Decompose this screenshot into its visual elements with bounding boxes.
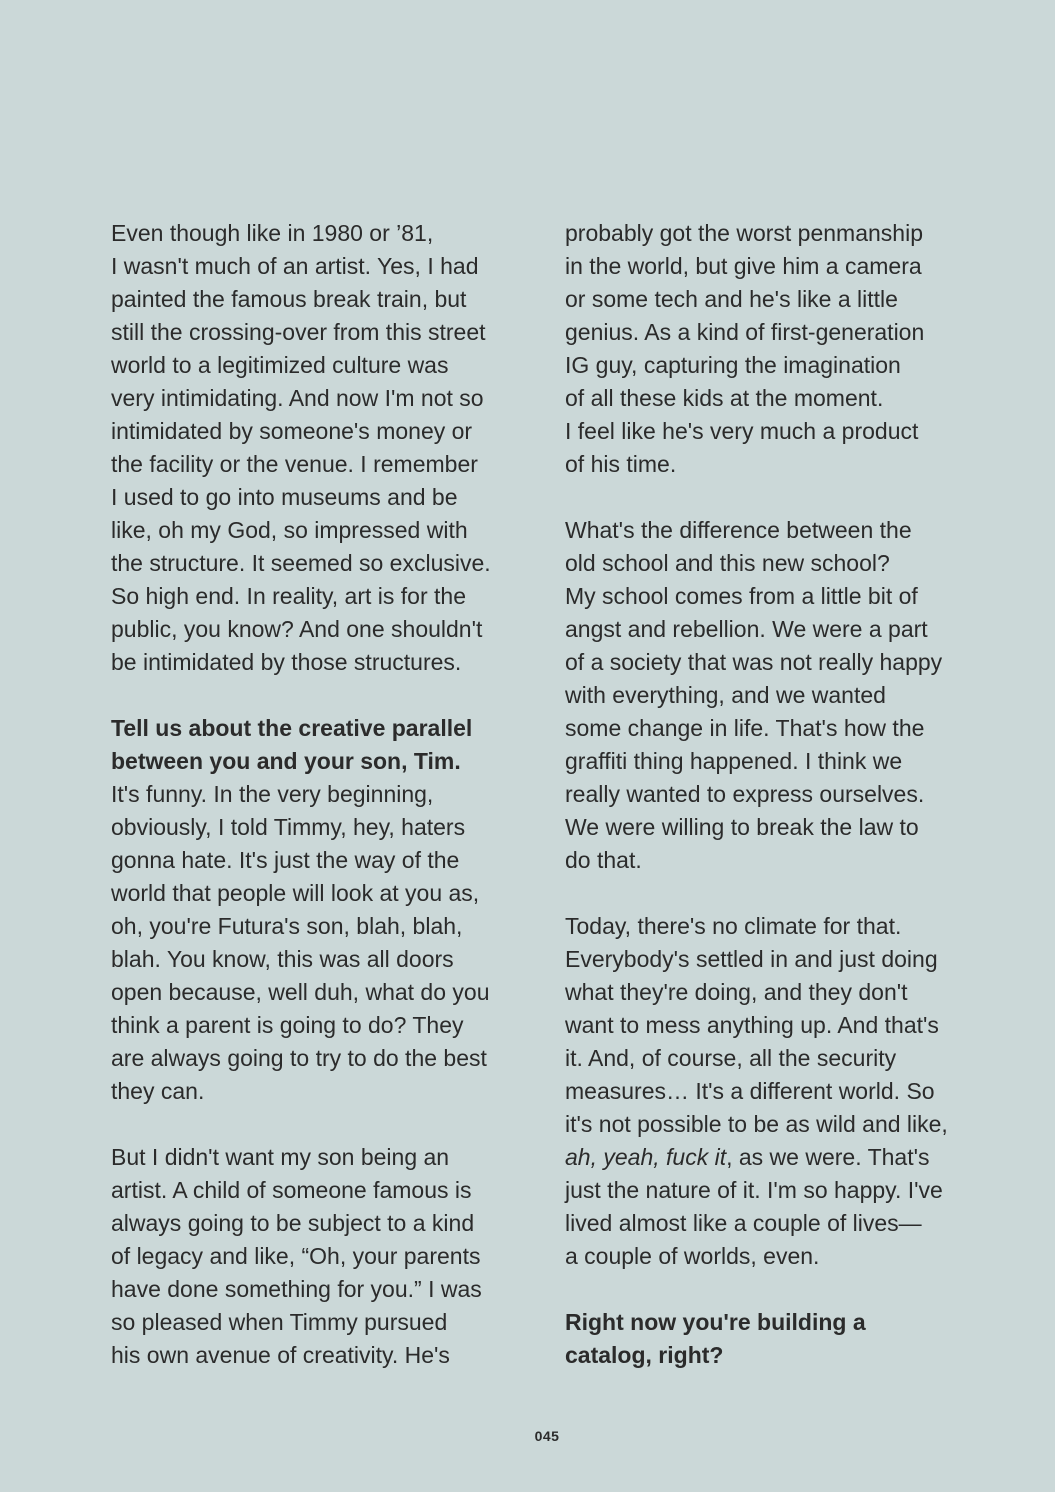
- text-line: it. And, of course, all the security: [565, 1045, 897, 1071]
- paragraph: [111, 217, 541, 679]
- text-line: oh, you're Futura's son, blah, blah,: [111, 913, 463, 939]
- text-line: open because, well duh, what do you: [111, 979, 490, 1005]
- paragraph: [565, 910, 1005, 1273]
- text-line: just the nature of it. I'm so happy. I've: [565, 1177, 943, 1203]
- text-line: the structure. It seemed so exclusive.: [111, 550, 491, 576]
- text-line: what they're doing, and they don't: [565, 979, 908, 1005]
- text-line: some change in life. That's how the: [565, 715, 925, 741]
- text-line: gonna hate. It's just the way of the: [111, 847, 460, 873]
- paragraph: [111, 712, 541, 1108]
- paragraph: [111, 1141, 541, 1372]
- text-line: [565, 1141, 1005, 1174]
- text-line: Everybody's settled in and just doing: [565, 946, 938, 972]
- text-line: public, you know? And one shouldn't: [111, 616, 483, 642]
- text-line: So high end. In reality, art is for the: [111, 583, 466, 609]
- text-line: or some tech and he's like a little: [565, 286, 898, 312]
- text-line: of a society that was not really happy: [565, 649, 943, 675]
- question-line: What's the difference between the: [565, 517, 912, 543]
- text-line: My school comes from a little bit of: [565, 583, 918, 609]
- text-line: with everything, and we wanted: [565, 682, 886, 708]
- text-line: obviously, I told Timmy, hey, haters: [111, 814, 466, 840]
- text-line: world that people will look at you as,: [111, 880, 480, 906]
- paragraph: [565, 217, 1005, 481]
- text-line: they can.: [111, 1078, 205, 1104]
- left-column: [111, 217, 541, 1405]
- text-run: , as we were. That's: [726, 1144, 930, 1170]
- text-line: Today, there's no climate for that.: [565, 913, 902, 939]
- text-line: really wanted to express ourselves.: [565, 781, 925, 807]
- text-line: always going to be subject to a kind: [111, 1210, 475, 1236]
- text-line: still the crossing-over from this street: [111, 319, 486, 345]
- text-line: But I didn't want my son being an: [111, 1144, 450, 1170]
- text-line: We were willing to break the law to: [565, 814, 919, 840]
- text-line: so pleased when Timmy pursued: [111, 1309, 448, 1335]
- text-line: of all these kids at the moment.: [565, 385, 884, 411]
- text-line: of legacy and like, “Oh, your parents: [111, 1243, 481, 1269]
- text-line: his own avenue of creativity. He's: [111, 1342, 450, 1368]
- page-number: 045: [534, 1428, 560, 1444]
- text-line: the facility or the venue. I remember: [111, 451, 478, 477]
- text-line: Even though like in 1980 or ’81,: [111, 220, 434, 246]
- question-line: catalog, right?: [565, 1342, 724, 1368]
- text-line: like, oh my God, so impressed with: [111, 517, 468, 543]
- text-line: of his time.: [565, 451, 677, 477]
- text-line: intimidated by someone's money or: [111, 418, 473, 444]
- text-line: graffiti thing happened. I think we: [565, 748, 903, 774]
- text-line: blah. You know, this was all doors: [111, 946, 454, 972]
- text-line: probably got the worst penmanship: [565, 220, 923, 246]
- text-line: a couple of worlds, even.: [565, 1243, 820, 1269]
- text-line: want to mess anything up. And that's: [565, 1012, 939, 1038]
- text-line: it's not possible to be as wild and like,: [565, 1111, 948, 1137]
- paragraph: [565, 1306, 1005, 1372]
- text-line: have done something for you.” I was: [111, 1276, 482, 1302]
- text-line: be intimidated by those structures.: [111, 649, 462, 675]
- text-line: world to a legitimized culture was: [111, 352, 449, 378]
- text-line: I wasn't much of an artist. Yes, I had: [111, 253, 479, 279]
- text-line: artist. A child of someone famous is: [111, 1177, 472, 1203]
- text-line: very intimidating. And now I'm not so: [111, 385, 484, 411]
- text-line: do that.: [565, 847, 642, 873]
- text-line: are always going to try to do the best: [111, 1045, 487, 1071]
- text-line: It's funny. In the very beginning,: [111, 781, 434, 807]
- text-line: angst and rebellion. We were a part: [565, 616, 928, 642]
- text-line: measures… It's a different world. So: [565, 1078, 935, 1104]
- text-line: in the world, but give him a camera: [565, 253, 922, 279]
- question-line: old school and this new school?: [565, 550, 890, 576]
- text-line: IG guy, capturing the imagination: [565, 352, 901, 378]
- question-line: between you and your son, Tim.: [111, 748, 461, 774]
- paragraph: [565, 514, 1005, 877]
- text-line: I used to go into museums and be: [111, 484, 458, 510]
- question-line: Right now you're building a: [565, 1309, 866, 1335]
- text-line: painted the famous break train, but: [111, 286, 467, 312]
- text-line: genius. As a kind of first-generation: [565, 319, 925, 345]
- right-column: [565, 217, 1005, 1405]
- text-line: think a parent is going to do? They: [111, 1012, 464, 1038]
- italic-phrase: ah, yeah, fuck it: [565, 1144, 727, 1170]
- text-line: lived almost like a couple of lives—: [565, 1210, 922, 1236]
- text-line: I feel like he's very much a product: [565, 418, 919, 444]
- question-line: Tell us about the creative parallel: [111, 715, 473, 741]
